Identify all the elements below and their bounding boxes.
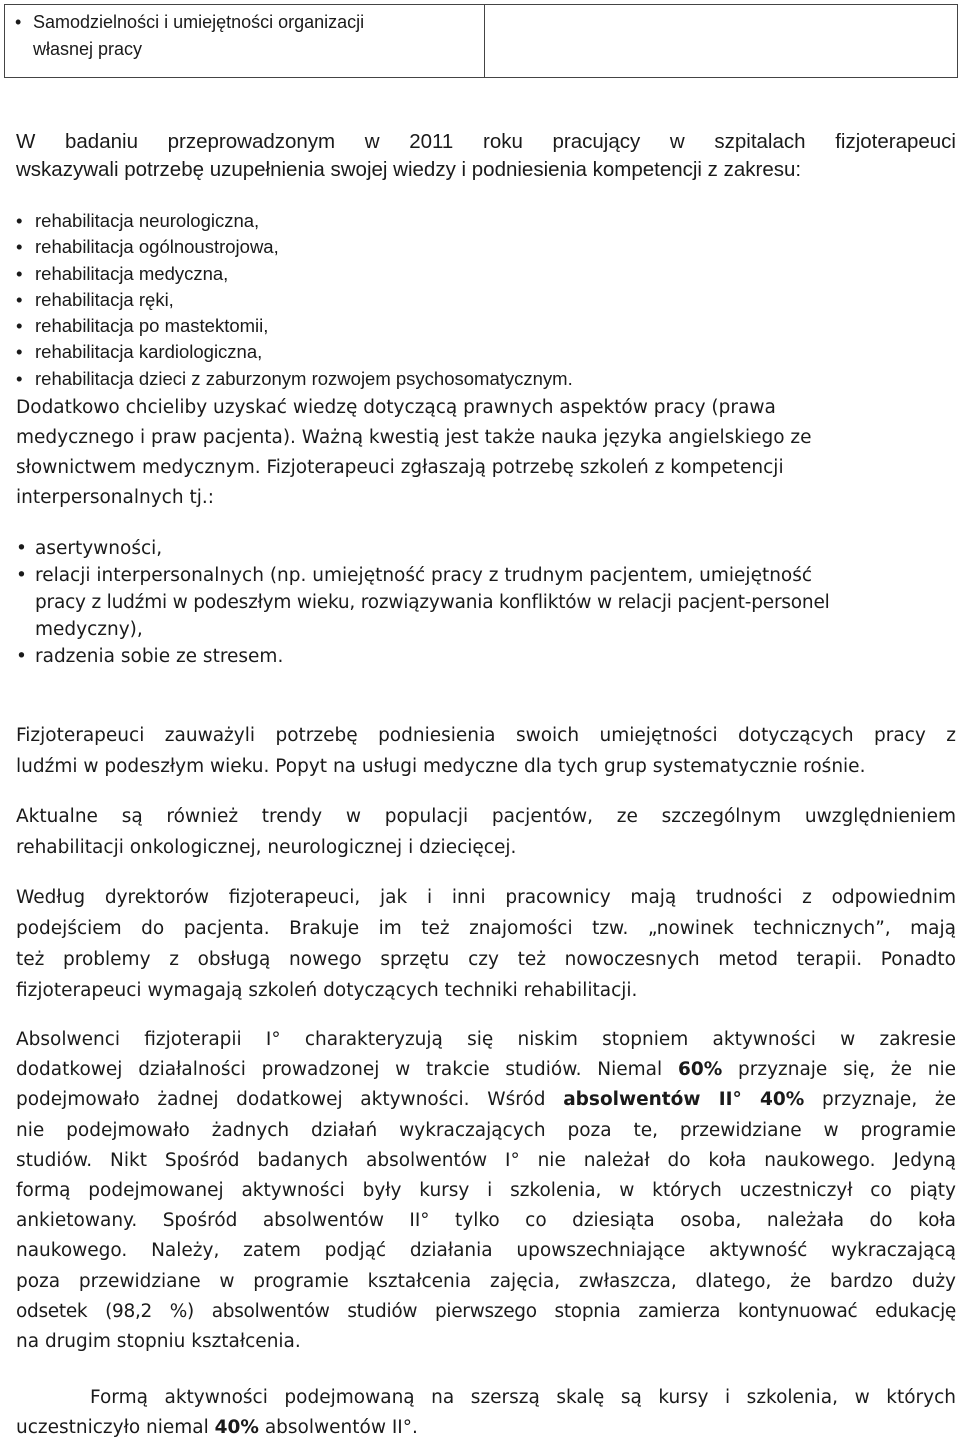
para7-line-2-start: uczestniczyło niemal bbox=[16, 1417, 209, 1438]
para3-line-2: ludźmi w podeszłym wieku. Popyt na usługi medyczne dla tych grup systematycznie rośnie. bbox=[16, 756, 866, 777]
para6-line-3-start: podejmowało żadnej dodatkowej aktywności. Wśród bbox=[16, 1089, 546, 1111]
list-item bbox=[16, 562, 956, 643]
para6-line-11: na drugim stopniu kształcenia. bbox=[16, 1331, 301, 1353]
list-item: • rehabilitacja ogólnoustrojowa, bbox=[16, 234, 956, 260]
para4-line-2: rehabilitacji onkologicznej, neurologicznej i dziecięcej. bbox=[16, 837, 517, 858]
para6-line-2 bbox=[16, 1055, 956, 1085]
para6-line-6: formą podejmowanej aktywności były kursy i szkolenia, w których uczestniczył co piąty bbox=[16, 1180, 956, 1202]
list-item-line: pracy z ludźmi w podeszłym wieku, rozwiązywania konfliktów w relacji pacjent-personel bbox=[35, 592, 830, 613]
para6-line-8: naukowego. Należy, zatem podjąć działania upowszechniające aktywność wykraczającą bbox=[16, 1240, 956, 1262]
list-item: • rehabilitacja kardiologiczna, bbox=[16, 339, 956, 365]
para5-line-3: też problemy z obsługą nowego sprzętu czy też nowoczesnych metod terapii. Ponadto bbox=[16, 949, 956, 970]
graduates-paragraph bbox=[16, 1025, 956, 1357]
list-item: • rehabilitacja ręki, bbox=[16, 287, 956, 313]
list-item: • radzenia sobie ze stresem. bbox=[16, 643, 956, 670]
para6-line-10: odsetek (98,2 %) absolwentów studiów pierwszego stopnia zamierza kontynuować edukację bbox=[16, 1300, 956, 1322]
stat-60-percent: 60% bbox=[677, 1059, 723, 1081]
intro-line-1: W badaniu przeprowadzonym w 2011 roku pracujący w szpitalach fizjoterapeuci bbox=[16, 130, 956, 153]
para6-line-2-end: przyznaje się, że nie bbox=[738, 1059, 957, 1081]
table-cell-line-1: Samodzielności i umiejętności organizacji bbox=[33, 12, 365, 32]
table-bullet-item bbox=[15, 9, 476, 63]
list-item: • asertywności, bbox=[16, 535, 956, 562]
list-item: • rehabilitacja medyczna, bbox=[16, 261, 956, 287]
elderly-care-paragraph bbox=[16, 720, 956, 782]
trends-paragraph bbox=[16, 801, 956, 863]
para6-line-7: ankietowany. Spośród absolwentów II° tylko co dziesiąta osoba, należała do koła bbox=[16, 1210, 956, 1232]
table-cell-right bbox=[485, 5, 957, 77]
directors-paragraph bbox=[16, 882, 956, 1006]
stat-40-percent: 40% bbox=[214, 1417, 259, 1438]
para6-line-4: nie podejmowało żadnych działań wykraczających poza te, przewidziane w programie bbox=[16, 1119, 956, 1141]
list-item-line: medyczny), bbox=[35, 619, 143, 640]
para2-line-4: interpersonalnych tj.: bbox=[16, 487, 214, 508]
courses-paragraph bbox=[16, 1383, 956, 1443]
interpersonal-list bbox=[16, 535, 956, 670]
table-cell-line-2: własnej pracy bbox=[33, 39, 143, 59]
header-table bbox=[4, 4, 958, 78]
para2-line-2: medycznego i praw pacjenta). Ważną kwestią jest także nauka języka angielskiego ze bbox=[16, 427, 812, 448]
para2-line-3: słownictwem medycznym. Fizjoterapeuci zgłaszają potrzebę szkoleń z kompetencji bbox=[16, 457, 784, 478]
para6-line-9: poza przewidziane w programie kształcenia zajęcia, zwłaszcza, dlatego, że bardzo duży bbox=[16, 1270, 956, 1292]
table-cell-left bbox=[5, 5, 485, 77]
list-item: • rehabilitacja neurologiczna, bbox=[16, 208, 956, 234]
para2-line-1: Dodatkowo chcieliby uzyskać wiedzę dotyczącą prawnych aspektów pracy (prawa bbox=[16, 397, 776, 418]
para3-line-1: Fizjoterapeuci zauważyli potrzebę podniesienia swoich umiejętności dotyczących pracy z bbox=[16, 725, 956, 746]
para7-line-2-end: absolwentów II°. bbox=[264, 1417, 418, 1438]
para6-line-3-end: przyznaje, że bbox=[822, 1089, 957, 1111]
para5-line-2: podejściem do pacjenta. Brakuje im też znajomości tzw. „nowinek technicznych”, mają bbox=[16, 918, 956, 939]
stat-ii-40-percent: absolwentów II° 40% bbox=[563, 1089, 805, 1111]
list-item: • rehabilitacja po mastektomii, bbox=[16, 313, 956, 339]
para5-line-4: fizjoterapeuci wymagają szkoleń dotyczących techniki rehabilitacji. bbox=[16, 980, 638, 1001]
list-item: • rehabilitacja dzieci z zaburzonym rozwojem psychosomatycznym. bbox=[16, 366, 956, 392]
para4-line-1: Aktualne są również trendy w populacji pacjentów, ze szczególnym uwzględnieniem bbox=[16, 806, 956, 827]
para6-line-3 bbox=[16, 1085, 956, 1115]
intro-line-2: wskazywali potrzebę uzupełnienia swojej wiedzy i podniesienia kompetencji z zakresu: bbox=[16, 158, 802, 181]
para6-line-2-start: dodatkowej działalności prowadzonej w trakcie studiów. Niemal bbox=[16, 1059, 663, 1081]
competence-list bbox=[16, 208, 956, 392]
intro-paragraph bbox=[16, 128, 956, 184]
para6-line-5: studiów. Nikt Spośród badanych absolwentów I° nie należał do koła naukowego. Jedyną bbox=[16, 1149, 956, 1171]
additional-needs-paragraph bbox=[16, 393, 956, 513]
para7-line-1: Formą aktywności podejmowaną na szerszą skalę są kursy i szkolenia, w których bbox=[90, 1387, 956, 1408]
para7-line-2 bbox=[16, 1413, 956, 1443]
list-item-line: • relacji interpersonalnych (np. umiejętność pracy z trudnym pacjentem, umiejętność bbox=[35, 565, 813, 586]
para6-line-1: Absolwenci fizjoterapii I° charakteryzują się niskim stopniem aktywności w zakresie bbox=[16, 1029, 956, 1050]
para5-line-1: Według dyrektorów fizjoterapeuci, jak i inni pracownicy mają trudności z odpowiednim bbox=[16, 887, 956, 908]
